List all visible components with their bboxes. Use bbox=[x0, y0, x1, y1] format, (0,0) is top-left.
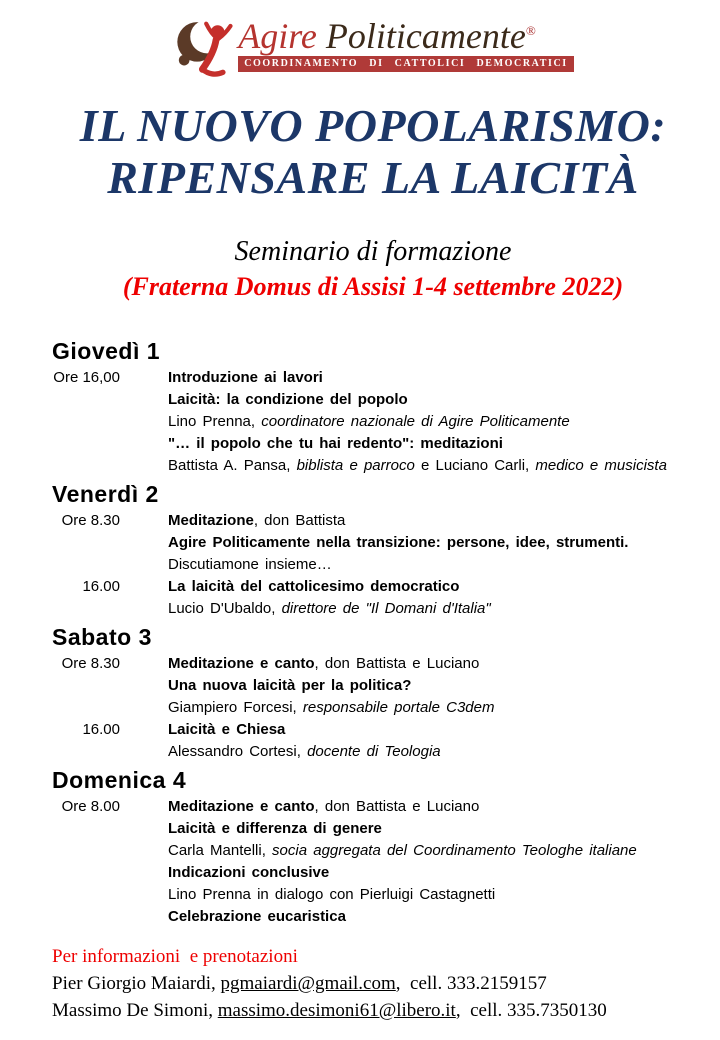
text-segment: , don Battista bbox=[253, 512, 346, 529]
registered-mark: ® bbox=[525, 22, 536, 38]
venue-date-line: (Fraterna Domus di Assisi 1-4 settembre 2022) bbox=[122, 272, 624, 301]
row-text bbox=[168, 818, 382, 840]
program-row bbox=[52, 510, 694, 532]
time-label bbox=[52, 389, 120, 411]
email-link[interactable]: pgmaiardi@gmail.com bbox=[220, 973, 396, 994]
contact-list bbox=[52, 970, 694, 1024]
time-label bbox=[52, 554, 120, 576]
seminar-subtitle: Seminario di formazione bbox=[234, 236, 512, 267]
row-text bbox=[168, 653, 479, 675]
row-text bbox=[168, 796, 479, 818]
row-text bbox=[168, 532, 628, 554]
row-text bbox=[168, 411, 570, 433]
text-segment: Lino Prenna, bbox=[168, 413, 262, 430]
text-segment: e Luciano Carli, bbox=[414, 457, 536, 474]
text-segment: "… il popolo che tu hai redento": meditazioni bbox=[168, 435, 503, 452]
text-segment: Laicità e Chiesa bbox=[168, 721, 286, 738]
brand-word-politicamente: Politicamente bbox=[325, 15, 526, 56]
text-segment: Discutiamone insieme… bbox=[168, 556, 332, 573]
row-text bbox=[168, 598, 491, 620]
text-segment: , don Battista e Luciano bbox=[314, 655, 480, 672]
program-row bbox=[52, 576, 694, 598]
text-segment: Lucio D'Ubaldo, bbox=[168, 600, 282, 617]
brand-word-agire: Agire bbox=[238, 15, 317, 56]
time-label: Ore 16,00 bbox=[53, 369, 120, 386]
text-segment: Meditazione e canto bbox=[168, 798, 315, 815]
program-row bbox=[52, 818, 694, 840]
day-section bbox=[52, 481, 694, 620]
time-label bbox=[52, 884, 120, 906]
row-text bbox=[168, 554, 332, 576]
text-segment: Laicità e differenza di genere bbox=[168, 820, 382, 837]
contact-name: Massimo De Simoni, bbox=[52, 1000, 218, 1021]
row-text bbox=[168, 455, 667, 477]
logo bbox=[52, 10, 694, 80]
row-text bbox=[168, 906, 346, 928]
text-segment: , don Battista e Luciano bbox=[314, 798, 480, 815]
time-label: Ore 8.30 bbox=[61, 655, 120, 672]
contact-phone: , cell. 335.7350130 bbox=[455, 1000, 607, 1021]
program-row bbox=[52, 741, 694, 763]
row-text bbox=[168, 675, 411, 697]
day-section bbox=[52, 767, 694, 928]
program-row bbox=[52, 675, 694, 697]
time-label bbox=[52, 675, 120, 697]
day-heading: Giovedì 1 bbox=[52, 338, 161, 364]
page-title bbox=[52, 100, 694, 204]
time-label: Ore 8.30 bbox=[61, 512, 120, 529]
text-segment: Una nuova laicità per la politica? bbox=[168, 677, 412, 694]
text-segment: direttore de "Il Domani d'Italia" bbox=[281, 600, 491, 617]
contact-line bbox=[52, 970, 694, 997]
title-line-2: RIPENSARE LA LAICITÀ bbox=[107, 152, 639, 203]
day-heading: Venerdì 2 bbox=[52, 481, 159, 507]
text-segment: Giampiero Forcesi, bbox=[168, 699, 303, 716]
email-link[interactable]: massimo.desimoni61@libero.it bbox=[217, 1000, 456, 1021]
text-segment: Meditazione e canto bbox=[168, 655, 315, 672]
time-label bbox=[52, 433, 120, 455]
day-heading: Sabato 3 bbox=[52, 624, 152, 650]
text-segment: medico e musicista bbox=[535, 457, 667, 474]
text-segment: responsabile portale C3dem bbox=[302, 699, 495, 716]
program-row bbox=[52, 598, 694, 620]
program-row bbox=[52, 532, 694, 554]
time-label bbox=[52, 741, 120, 763]
text-segment: coordinatore nazionale di Agire Politicamente bbox=[261, 413, 570, 430]
time-label: 16.00 bbox=[82, 578, 120, 595]
program-row bbox=[52, 554, 694, 576]
row-text bbox=[168, 576, 459, 598]
time-label bbox=[52, 906, 120, 928]
footer bbox=[52, 944, 694, 1024]
program-row bbox=[52, 719, 694, 741]
day-section bbox=[52, 624, 694, 763]
time-label bbox=[52, 411, 120, 433]
program-row bbox=[52, 840, 694, 862]
time-label bbox=[52, 455, 120, 477]
row-text bbox=[168, 840, 637, 862]
program-row bbox=[52, 433, 694, 455]
text-segment: La laicità del cattolicesimo democratico bbox=[168, 578, 460, 595]
row-text bbox=[168, 389, 408, 411]
program-row bbox=[52, 906, 694, 928]
text-segment: Carla Mantelli, bbox=[168, 842, 273, 859]
coordination-banner: COORDINAMENTO DI CATTOLICI DEMOCRATICI bbox=[238, 56, 574, 72]
text-segment: Indicazioni conclusive bbox=[168, 864, 330, 881]
text-segment: Lino Prenna in dialogo con Pierluigi Castagnetti bbox=[168, 886, 496, 903]
day-section bbox=[52, 338, 694, 477]
time-label bbox=[52, 840, 120, 862]
time-label bbox=[52, 697, 120, 719]
title-line-1: IL NUOVO POPOLARISMO: bbox=[79, 100, 667, 151]
program-row bbox=[52, 796, 694, 818]
text-segment: Agire Politicamente nella transizione: persone, idee, strumenti. bbox=[168, 534, 629, 551]
program bbox=[52, 338, 694, 928]
row-text bbox=[168, 741, 441, 763]
program-row bbox=[52, 653, 694, 675]
brand-name bbox=[238, 15, 574, 56]
contact-line bbox=[52, 997, 694, 1024]
time-label: Ore 8.00 bbox=[61, 798, 120, 815]
row-text bbox=[168, 697, 495, 719]
text-segment: socia aggregata del Coordinamento Teologhe italiane bbox=[272, 842, 637, 859]
program-row bbox=[52, 411, 694, 433]
row-text bbox=[168, 884, 495, 906]
row-text bbox=[168, 862, 329, 884]
contact-phone: , cell. 333.2159157 bbox=[395, 973, 547, 994]
info-heading: Per informazioni e prenotazioni bbox=[52, 946, 298, 967]
program-row bbox=[52, 884, 694, 906]
day-heading: Domenica 4 bbox=[52, 767, 187, 793]
row-text bbox=[168, 433, 503, 455]
text-segment: biblista e parroco bbox=[296, 457, 415, 474]
text-segment: Meditazione bbox=[168, 512, 254, 529]
row-text bbox=[168, 367, 323, 389]
program-row bbox=[52, 389, 694, 411]
contact-name: Pier Giorgio Maiardi, bbox=[52, 973, 221, 994]
logo-icon bbox=[172, 13, 248, 83]
text-segment: Alessandro Cortesi, bbox=[168, 743, 308, 760]
program-row bbox=[52, 455, 694, 477]
text-segment: Introduzione ai lavori bbox=[168, 369, 323, 386]
program-row bbox=[52, 697, 694, 719]
time-label bbox=[52, 598, 120, 620]
program-row bbox=[52, 862, 694, 884]
time-label bbox=[52, 862, 120, 884]
text-segment: Celebrazione eucaristica bbox=[168, 908, 346, 925]
row-text bbox=[168, 510, 345, 532]
text-segment: Laicità: la condizione del popolo bbox=[168, 391, 408, 408]
text-segment: Battista A. Pansa, bbox=[168, 457, 297, 474]
time-label bbox=[52, 532, 120, 554]
program-row bbox=[52, 367, 694, 389]
text-segment: docente di Teologia bbox=[307, 743, 441, 760]
time-label bbox=[52, 818, 120, 840]
row-text bbox=[168, 719, 285, 741]
time-label: 16.00 bbox=[82, 721, 120, 738]
